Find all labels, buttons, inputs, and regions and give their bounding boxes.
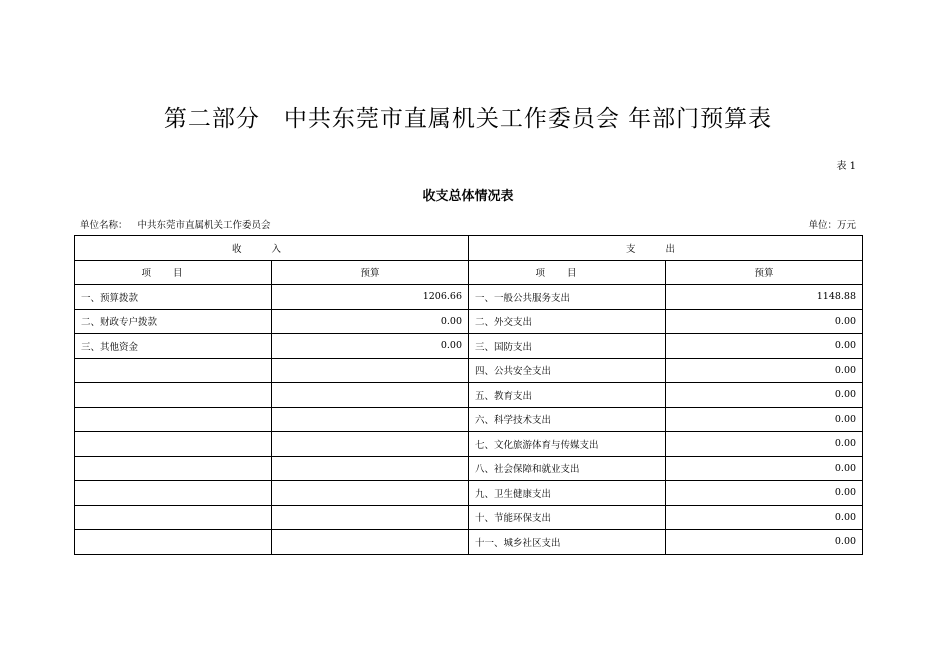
income-amount-cell: 1206.66: [272, 285, 469, 310]
expense-amount-cell: 0.00: [666, 505, 863, 530]
income-amount-cell: [272, 505, 469, 530]
expense-amount-cell: 0.00: [666, 432, 863, 457]
expense-amount-cell: 0.00: [666, 481, 863, 506]
expense-item-cell: 八、社会保障和就业支出: [469, 456, 666, 481]
income-item-cell: 三、其他资金: [75, 334, 272, 359]
income-item-cell: [75, 505, 272, 530]
table-row: [75, 407, 863, 432]
income-item-cell: [75, 456, 272, 481]
page-title: 第二部分 中共东莞市直属机关工作委员会 年部门预算表: [163, 106, 773, 132]
income-header: 收入: [75, 236, 469, 261]
budget-table: [74, 235, 863, 555]
table-row: [75, 530, 863, 555]
table-row: [75, 358, 863, 383]
expense-amount-cell: 0.00: [666, 407, 863, 432]
expense-amount-cell: 0.00: [666, 334, 863, 359]
unit-name-label: 单位名称：: [80, 220, 128, 231]
expense-item-cell: 六、科学技术支出: [469, 407, 666, 432]
expense-item-cell: 三、国防支出: [469, 334, 666, 359]
income-amount-cell: [272, 481, 469, 506]
table-row: [75, 309, 863, 334]
table-meta: [80, 217, 856, 231]
table-row: [75, 383, 863, 408]
table-row: [75, 334, 863, 359]
income-item-cell: 一、预算拨款: [75, 285, 272, 310]
money-unit: 单位：万元: [808, 220, 856, 231]
table-number: 表 1: [836, 161, 856, 172]
expense-item-cell: 五、教育支出: [469, 383, 666, 408]
income-amount-cell: 0.00: [272, 334, 469, 359]
table-body: [75, 285, 863, 555]
income-amount-cell: [272, 407, 469, 432]
income-item-cell: [75, 530, 272, 555]
unit-name: 中共东莞市直属机关工作委员会: [137, 220, 271, 231]
expense-item-cell: 二、外交支出: [469, 309, 666, 334]
income-amount-cell: 0.00: [272, 309, 469, 334]
column-header-row: [75, 260, 863, 285]
income-amount-cell: [272, 530, 469, 555]
income-amount-cell: [272, 456, 469, 481]
expense-item-cell: 九、卫生健康支出: [469, 481, 666, 506]
group-header-row: [75, 236, 863, 261]
table-row: [75, 285, 863, 310]
income-item-header: 项目: [75, 260, 272, 285]
table-row: [75, 505, 863, 530]
expense-item-cell: 四、公共安全支出: [469, 358, 666, 383]
expense-amount-cell: 1148.88: [666, 285, 863, 310]
expense-budget-header: 预算: [666, 260, 863, 285]
income-item-cell: [75, 432, 272, 457]
expense-item-cell: 七、文化旅游体育与传媒支出: [469, 432, 666, 457]
income-budget-header: 预算: [272, 260, 469, 285]
expense-amount-cell: 0.00: [666, 383, 863, 408]
income-item-cell: [75, 481, 272, 506]
expense-amount-cell: 0.00: [666, 309, 863, 334]
income-item-cell: [75, 358, 272, 383]
table-title: 收支总体情况表: [422, 189, 514, 204]
table-row: [75, 432, 863, 457]
expense-item-cell: 十一、城乡社区支出: [469, 530, 666, 555]
unit-info: [80, 217, 271, 231]
expense-item-cell: 十、节能环保支出: [469, 505, 666, 530]
table-row: [75, 481, 863, 506]
income-item-cell: [75, 383, 272, 408]
table-row: [75, 456, 863, 481]
expense-amount-cell: 0.00: [666, 456, 863, 481]
income-item-cell: 二、财政专户拨款: [75, 309, 272, 334]
income-amount-cell: [272, 383, 469, 408]
expense-item-cell: 一、一般公共服务支出: [469, 285, 666, 310]
income-item-cell: [75, 407, 272, 432]
expense-amount-cell: 0.00: [666, 358, 863, 383]
expense-header: 支出: [469, 236, 863, 261]
income-amount-cell: [272, 358, 469, 383]
income-amount-cell: [272, 432, 469, 457]
expense-item-header: 项目: [469, 260, 666, 285]
expense-amount-cell: 0.00: [666, 530, 863, 555]
